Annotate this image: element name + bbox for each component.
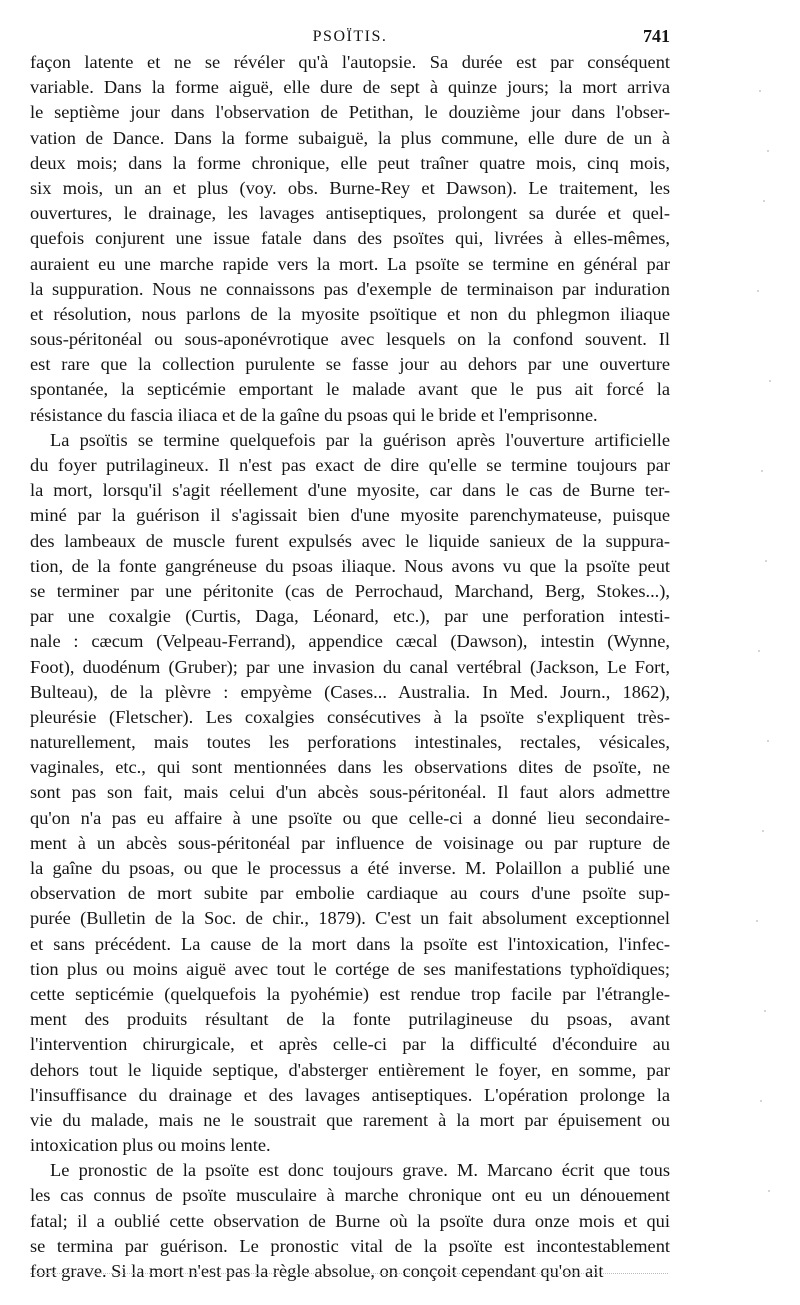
page-header [30, 18, 670, 50]
text-line: La psoïtis se termine quelquefois par la guérison après l'ouverture artificielle [50, 429, 670, 450]
scan-speck [761, 470, 763, 472]
text-line: purée (Bulletin de la Soc. de chir., 1879). C'est un fait absolument exceptionnel [30, 908, 670, 929]
text-line: six mois, un an et plus (voy. obs. Burne-Rey et Dawson). Le traitement, les [30, 177, 670, 198]
text-line: se termina par guérison. Le pronostic vital de la psoïte est incontestablement [30, 1235, 670, 1256]
scan-speck [769, 380, 771, 382]
text-line: vaginales, etc., qui sont mentionnées dans les observations dites de psoïte, ne [30, 757, 670, 778]
text-line: sous-péritonéal ou sous-aponévrotique avec lesquels on la confond souvent. Il [30, 329, 670, 350]
text-line: fatal; il a oublié cette observation de Burne où la psoïte dura onze mois et qui [30, 1210, 670, 1231]
scan-speck [756, 920, 758, 922]
text-line: et résolution, nous parlons de la myosite psoïtique et non du phlegmon iliaque [30, 303, 670, 324]
paragraph [30, 50, 670, 428]
text-line: ment à un abcès sous-péritonéal par influence de voisinage ou par rupture de [30, 832, 670, 853]
text-line: tion plus ou moins aiguë avec tout le cortége de ses manifestations typhoïdiques; [30, 958, 670, 979]
bottom-rule [30, 1273, 668, 1274]
margin-specks [755, 90, 775, 1210]
text-line: ouvertures, le drainage, les lavages antiseptiques, prolongent sa durée et quel- [30, 203, 670, 224]
scan-speck [764, 1010, 766, 1012]
text-line: par une coxalgie (Curtis, Daga, Léonard, etc.), par une perforation intesti- [30, 606, 670, 627]
scan-speck [760, 1100, 762, 1102]
scan-speck [759, 90, 761, 92]
text-line: la suppuration. Nous ne connaissons pas d'exemple de terminaison par induration [30, 278, 670, 299]
paragraph [30, 1158, 670, 1284]
text-line: des lambeaux de muscle furent expulsés avec le liquide sanieux de la suppura- [30, 530, 670, 551]
text-line: sont pas son fait, mais celui d'un abcès sous-péritonéal. Il faut alors admettre [30, 782, 670, 803]
text-line: miné par la guérison il s'agissait bien d'une myosite parenchymateuse, puisque [30, 505, 670, 526]
text-line: la gaîne du psoas, ou que le processus a été inverse. M. Polaillon a publié une [30, 858, 670, 878]
body-text [30, 50, 670, 1284]
text-line: le septième jour dans l'observation de Petithan, le douzième jour dans l'obser- [30, 102, 670, 123]
text-line: vie du malade, mais ne le soustrait que rarement à la mort par épuisement ou [30, 1109, 670, 1130]
text-line: la mort, lorsqu'il s'agit réellement d'une myosite, car dans le cas de Burne ter- [30, 480, 670, 501]
paragraph [30, 428, 670, 1158]
text-line: variable. Dans la forme aiguë, elle dure de sept à quinze jours; la mort arriva [30, 77, 670, 98]
text-line: les cas connus de psoïte musculaire à marche chronique ont eu un dénouement [30, 1185, 670, 1206]
scan-speck [765, 560, 767, 562]
text-line: ment des produits résultant de la fonte putrilagineuse du psoas, avant [30, 1009, 670, 1030]
text-line: est rare que la collection purulente se fasse jour au dehors par une ouverture [30, 354, 670, 375]
text-line: l'insuffisance du drainage et des lavages antiseptiques. L'opération prolonge la [30, 1084, 670, 1105]
text-line: cette septicémie (quelquefois la pyohémie) est rendue trop facile par l'étrangle- [30, 983, 670, 1004]
running-title: PSOÏTIS. [312, 28, 388, 45]
text-line: Le pronostic de la psoïte est donc toujours grave. M. Marcano écrit que tous [50, 1160, 670, 1181]
text-line: vation de Dance. Dans la forme subaiguë, la plus commune, elle dure de un à [30, 127, 670, 148]
text-line: et sans précédent. La cause de la mort dans la psoïte est l'intoxication, l'infec- [30, 933, 670, 954]
text-line: deux mois; dans la forme chronique, elle peut traîner quatre mois, cinq mois, [30, 152, 670, 173]
text-line: dehors tout le liquide septique, d'absterger entièrement le foyer, en somme, par [30, 1059, 670, 1080]
text-line: intoxication plus ou moins lente. [30, 1135, 271, 1156]
scan-speck [762, 830, 764, 832]
text-line: pleurésie (Fletscher). Les coxalgies consécutives à la psoïte s'expliquent très- [30, 706, 670, 727]
scan-speck [767, 150, 769, 152]
text-line: du foyer putrilagineux. Il n'est pas exact de dire qu'elle se termine toujours par [30, 455, 670, 475]
scan-speck [763, 200, 765, 202]
text-line: Foot), duodénum (Gruber); par une invasion du canal vertébral (Jackson, Le Fort, [30, 656, 670, 677]
text-line: résistance du fascia iliaca et de la gaîne du psoas qui le bride et l'emprisonne. [30, 404, 598, 425]
text-line: nale : cæcum (Velpeau-Ferrand), appendice cæcal (Dawson), intestin (Wynne, [30, 631, 670, 652]
scan-speck [767, 740, 769, 742]
text-line: se terminer par une péritonite (cas de Perrochaud, Marchand, Berg, Stokes...), [30, 580, 670, 601]
text-line: observation de mort subite par embolie cardiaque au cours d'une psoïte sup- [30, 883, 670, 904]
text-line: naturellement, mais toutes les perforations intestinales, rectales, vésicales, [30, 732, 670, 753]
text-line: l'intervention chirurgicale, et après celle-ci par la difficulté d'éconduire au [30, 1034, 670, 1055]
text-line: tion, de la fonte gangréneuse du psoas iliaque. Nous avons vu que la psoïte peut [30, 555, 670, 576]
scan-speck [758, 650, 760, 652]
text-line: quefois conjurent une issue fatale dans des psoïtes qui, livrées à elles-mêmes, [30, 228, 670, 249]
book-page [30, 18, 670, 1284]
text-line: Bulteau), de la plèvre : empyème (Cases... Australia. In Med. Journ., 1862), [30, 681, 670, 702]
text-line: fort grave. Si la mort n'est pas la règle absolue, on conçoit cependant qu'on ait [30, 1261, 604, 1281]
scan-speck [757, 290, 759, 292]
text-line: spontanée, la septicémie emportant le malade avant que le pus ait forcé la [30, 379, 670, 400]
text-line: façon latente et ne se révéler qu'à l'autopsie. Sa durée est par conséquent [30, 52, 670, 72]
page-number: 741 [643, 26, 670, 46]
scan-speck [768, 1190, 770, 1192]
text-line: qu'on n'a pas eu affaire à une psoïte ou que celle-ci a donné lieu secondaire- [30, 807, 670, 828]
text-line: auraient eu une marche rapide vers la mort. La psoïte se termine en général par [30, 253, 670, 274]
